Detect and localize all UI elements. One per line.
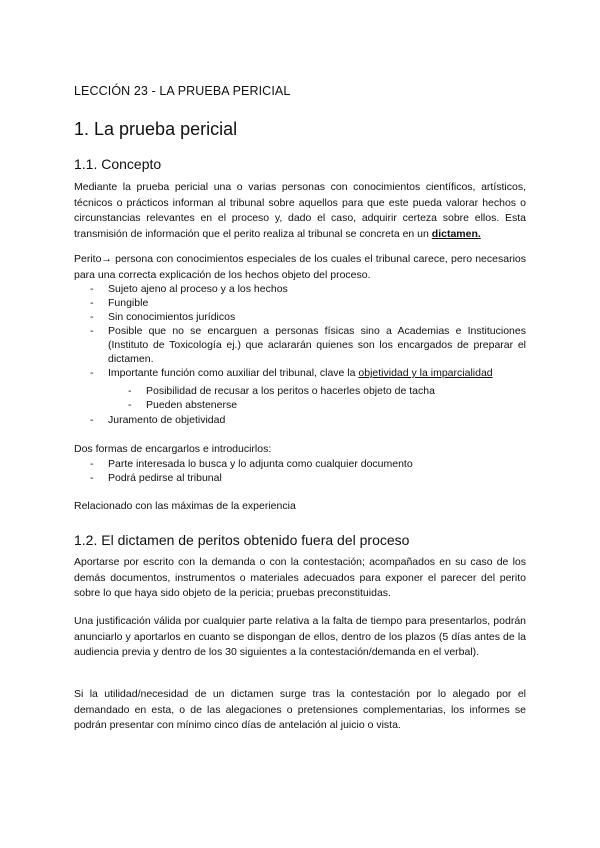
fuera-paragraph-3: Si la utilidad/necesidad de un dictamen surge tras la contestación por lo alegado por el demandado en esta, o de las alegaciones o pretensiones complementarias, los informes se podrán presentar con mínimo cinco días de antelación al juicio o vista.	[74, 688, 526, 731]
concept-text: Mediante la prueba pericial una o varias personas con conocimientos científicos, artísticos, técnicos o prácticos informan al tribunal sobre aquellos para que este pueda valorar hechos o circunstancias relevantes en el proceso y, dado el caso, adquirir certeza sobre ellos. Esta transmisión de información que el perito realiza al tribunal se concreta en un	[74, 181, 526, 240]
perito-list	[90, 282, 526, 380]
lesson-title: LECCIÓN 23 - LA PRUEBA PERICIAL	[74, 84, 291, 98]
formas-list	[90, 457, 526, 485]
sublist-item: - Pueden abstenerse	[128, 398, 526, 412]
section-title: 1. La prueba pericial	[74, 119, 238, 139]
list-item-text: Importante función como auxiliar del tribunal, clave la	[108, 367, 356, 379]
sublist-item: - Posibilidad de recusar a los peritos o hacerles objeto de tacha	[128, 384, 526, 398]
subsection-title-concepto: 1.1. Concepto	[74, 156, 162, 172]
objetividad-term: objetividad y la imparcialidad	[358, 367, 493, 379]
list-item: - Fungible	[90, 296, 526, 310]
concept-paragraph	[74, 180, 526, 242]
fuera-paragraph-1: Aportarse por escrito con la demanda o con la contestación; acompañados en su caso de los demás documentos, instrumentos o materiales adecuados para exponer el parecer del perito sobre lo que haya sido objeto de la pericia; pruebas preconstituidas.	[74, 556, 526, 599]
list-item: - Podrá pedirse al tribunal	[90, 471, 526, 485]
perito-list-last	[90, 413, 526, 427]
list-item	[90, 366, 526, 380]
perito-sublist	[128, 384, 526, 412]
subsection-title-dictamen: 1.2. El dictamen de peritos obtenido fuera del proceso	[74, 532, 410, 548]
perito-paragraph: Perito→ persona con conocimientos especiales de los cuales el tribunal carece, pero necesarios para una correcta explicación de los hechos objeto del proceso.	[74, 253, 526, 281]
formas-intro: Dos formas de encargarlos e introducirlos:	[74, 443, 272, 455]
list-item: - Posible que no se encarguen a personas físicas sino a Academias e Instituciones (Instituto de Toxicología ej.) que aclararán quienes son los encargados de preparar el dictamen.	[90, 324, 526, 366]
list-item: - Sujeto ajeno al proceso y a los hechos	[90, 282, 526, 296]
dictamen-term: dictamen.	[431, 227, 481, 240]
list-item: - Juramento de objetividad	[90, 413, 526, 427]
fuera-paragraph-2: Una justificación válida por cualquier parte relativa a la falta de tiempo para presentarlos, podrán anunciarlo y aportarlos en cuanto se dispongan de ellos, dentro de los plazos (5 días antes de la audiencia previa y dentro de los 30 siguientes a la contestación/demanda en el verbal).	[74, 615, 526, 658]
list-item: - Sin conocimientos jurídicos	[90, 310, 526, 324]
maximas-note: Relacionado con las máximas de la experiencia	[74, 500, 296, 512]
list-item: - Parte interesada lo busca y lo adjunta como cualquier documento	[90, 457, 526, 471]
